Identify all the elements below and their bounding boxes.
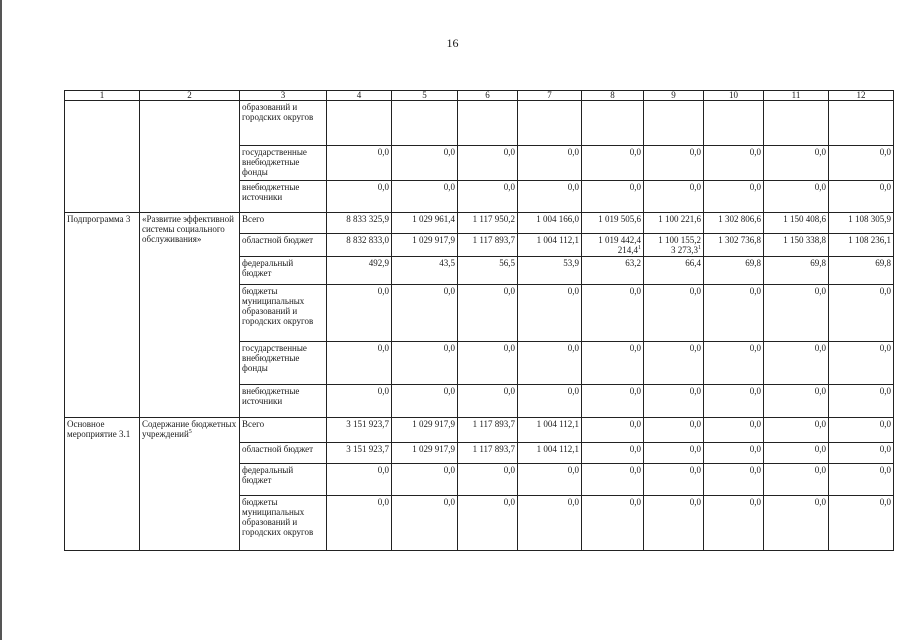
value-cell: 0,0 bbox=[644, 342, 704, 385]
value-cell: 8 832 833,0 bbox=[327, 234, 392, 257]
value-cell: 0,0 bbox=[458, 464, 518, 496]
column-number: 8 bbox=[582, 91, 644, 101]
value-cell: 0,0 bbox=[582, 443, 644, 464]
column-number: 10 bbox=[704, 91, 764, 101]
value-cell: 1 117 950,2 bbox=[458, 213, 518, 234]
footnote-mark: 1 bbox=[638, 245, 641, 251]
column-number-row bbox=[65, 91, 894, 101]
value-cell: 0,0 bbox=[582, 385, 644, 418]
value-cell: 0,0 bbox=[704, 443, 764, 464]
value-cell: 0,0 bbox=[582, 342, 644, 385]
value-cell: 0,0 bbox=[392, 146, 458, 181]
value-cell: 0,0 bbox=[392, 464, 458, 496]
value-footnote-line bbox=[584, 245, 641, 255]
funding-source: бюджеты муниципальных образований и городских округов bbox=[240, 285, 327, 342]
value-cell: 8 833 325,9 bbox=[327, 213, 392, 234]
value-cell-with-footnote bbox=[644, 234, 704, 257]
funding-source: внебюджетные источники bbox=[240, 385, 327, 418]
value-cell: 1 004 166,0 bbox=[518, 213, 582, 234]
value-footnote-line bbox=[646, 245, 701, 255]
scan-left-edge bbox=[0, 0, 2, 640]
value-cell: 0,0 bbox=[704, 464, 764, 496]
program-name-cell bbox=[140, 101, 240, 213]
funding-source: федеральный бюджет bbox=[240, 257, 327, 285]
value-cell: 0,0 bbox=[458, 146, 518, 181]
value-cell: 63,2 bbox=[582, 257, 644, 285]
value-cell: 0,0 bbox=[829, 342, 894, 385]
page-number: 16 bbox=[446, 36, 459, 50]
subprogram-label: Подпрограмма 3 bbox=[65, 213, 140, 418]
value-cell: 0,0 bbox=[518, 496, 582, 551]
value-cell bbox=[327, 101, 392, 146]
value-cell: 1 004 112,1 bbox=[518, 443, 582, 464]
funding-source: государственные внебюджетные фонды bbox=[240, 146, 327, 181]
value-cell: 0,0 bbox=[704, 342, 764, 385]
value-cell: 0,0 bbox=[829, 443, 894, 464]
value-cell: 0,0 bbox=[458, 285, 518, 342]
table-row bbox=[65, 418, 894, 443]
value-cell: 0,0 bbox=[704, 496, 764, 551]
funding-source: внебюджетные источники bbox=[240, 181, 327, 213]
value-cell: 69,8 bbox=[764, 257, 829, 285]
value-cell: 0,0 bbox=[458, 496, 518, 551]
value-cell: 0,0 bbox=[582, 285, 644, 342]
value-cell: 0,0 bbox=[518, 181, 582, 213]
value-cell: 0,0 bbox=[582, 464, 644, 496]
value-cell: 0,0 bbox=[644, 464, 704, 496]
funding-source: государственные внебюджетные фонды bbox=[240, 342, 327, 385]
value-cell: 0,0 bbox=[327, 464, 392, 496]
value-cell: 0,0 bbox=[327, 146, 392, 181]
value-cell: 0,0 bbox=[644, 496, 704, 551]
value-cell: 0,0 bbox=[644, 181, 704, 213]
value-cell: 0,0 bbox=[704, 418, 764, 443]
budget-table bbox=[64, 90, 894, 551]
subprogram-name: «Развитие эффективной системы социального обслуживания» bbox=[140, 213, 240, 418]
column-number: 11 bbox=[764, 91, 829, 101]
value-cell: 0,0 bbox=[764, 146, 829, 181]
value-cell-with-footnote bbox=[582, 234, 644, 257]
value-cell: 0,0 bbox=[392, 385, 458, 418]
value-cell: 0,0 bbox=[518, 342, 582, 385]
value-cell: 1 029 917,9 bbox=[392, 443, 458, 464]
value-cell: 0,0 bbox=[392, 181, 458, 213]
funding-source: областной бюджет bbox=[240, 234, 327, 257]
value-cell: 0,0 bbox=[704, 181, 764, 213]
column-number: 4 bbox=[327, 91, 392, 101]
value-cell: 1 019 505,6 bbox=[582, 213, 644, 234]
footnote-mark: 5 bbox=[188, 429, 192, 435]
value-cell: 0,0 bbox=[582, 146, 644, 181]
column-number: 2 bbox=[140, 91, 240, 101]
column-number: 7 bbox=[518, 91, 582, 101]
value-cell: 0,0 bbox=[518, 464, 582, 496]
value-cell: 0,0 bbox=[644, 146, 704, 181]
value-cell bbox=[644, 101, 704, 146]
value-main: 1 019 442,4 bbox=[598, 235, 641, 245]
value-cell: 0,0 bbox=[829, 181, 894, 213]
value-cell: 1 004 112,1 bbox=[518, 418, 582, 443]
value-cell: 0,0 bbox=[518, 385, 582, 418]
funding-source: образований и городских округов bbox=[240, 101, 327, 146]
footnote-mark: 1 bbox=[698, 245, 701, 251]
value-cell: 0,0 bbox=[764, 443, 829, 464]
value-cell: 0,0 bbox=[518, 146, 582, 181]
value-cell: 1 117 893,7 bbox=[458, 234, 518, 257]
value-cell: 56,5 bbox=[458, 257, 518, 285]
value-cell: 0,0 bbox=[327, 181, 392, 213]
value-cell: 0,0 bbox=[582, 496, 644, 551]
value-cell: 0,0 bbox=[458, 385, 518, 418]
value-cell: 0,0 bbox=[327, 496, 392, 551]
funding-source: бюджеты муниципальных образований и городских округов bbox=[240, 496, 327, 551]
value-cell: 0,0 bbox=[644, 385, 704, 418]
funding-source: Всего bbox=[240, 213, 327, 234]
table-row bbox=[65, 213, 894, 234]
value-cell: 43,5 bbox=[392, 257, 458, 285]
value-cell: 0,0 bbox=[704, 385, 764, 418]
table-row bbox=[65, 101, 894, 146]
value-main: 1 100 155,2 bbox=[658, 235, 701, 245]
program-label-cell bbox=[65, 101, 140, 213]
value-cell: 69,8 bbox=[829, 257, 894, 285]
value-cell: 1 117 893,7 bbox=[458, 418, 518, 443]
value-cell: 492,9 bbox=[327, 257, 392, 285]
value-cell: 0,0 bbox=[582, 181, 644, 213]
value-extra: 3 273,3 bbox=[671, 245, 698, 255]
value-cell: 1 100 221,6 bbox=[644, 213, 704, 234]
value-cell: 1 302 806,6 bbox=[704, 213, 764, 234]
value-cell: 0,0 bbox=[764, 418, 829, 443]
value-cell bbox=[582, 101, 644, 146]
value-cell: 1 029 961,4 bbox=[392, 213, 458, 234]
value-cell: 0,0 bbox=[644, 443, 704, 464]
value-cell bbox=[392, 101, 458, 146]
value-cell: 0,0 bbox=[829, 464, 894, 496]
main-event-name-cell bbox=[140, 418, 240, 551]
value-cell: 1 029 917,9 bbox=[392, 418, 458, 443]
value-cell: 0,0 bbox=[327, 385, 392, 418]
column-number: 5 bbox=[392, 91, 458, 101]
value-cell: 0,0 bbox=[764, 285, 829, 342]
value-cell bbox=[704, 101, 764, 146]
value-cell: 0,0 bbox=[829, 146, 894, 181]
value-cell: 0,0 bbox=[644, 285, 704, 342]
column-number: 1 bbox=[65, 91, 140, 101]
value-cell: 0,0 bbox=[764, 464, 829, 496]
funding-source: Всего bbox=[240, 418, 327, 443]
value-cell: 0,0 bbox=[392, 285, 458, 342]
value-cell bbox=[829, 101, 894, 146]
value-cell: 0,0 bbox=[582, 418, 644, 443]
value-cell: 3 151 923,7 bbox=[327, 418, 392, 443]
column-number: 3 bbox=[240, 91, 327, 101]
value-cell: 0,0 bbox=[764, 342, 829, 385]
funding-source: областной бюджет bbox=[240, 443, 327, 464]
value-cell: 0,0 bbox=[829, 496, 894, 551]
value-extra: 214,4 bbox=[617, 245, 638, 255]
value-cell: 1 302 736,8 bbox=[704, 234, 764, 257]
value-cell bbox=[764, 101, 829, 146]
value-cell: 1 117 893,7 bbox=[458, 443, 518, 464]
value-cell: 1 150 338,8 bbox=[764, 234, 829, 257]
column-number: 12 bbox=[829, 91, 894, 101]
value-cell: 0,0 bbox=[704, 285, 764, 342]
value-cell: 0,0 bbox=[764, 385, 829, 418]
value-cell: 1 108 305,9 bbox=[829, 213, 894, 234]
value-cell: 3 151 923,7 bbox=[327, 443, 392, 464]
value-cell: 0,0 bbox=[764, 181, 829, 213]
main-event-name: Содержание бюджетных учреждений bbox=[142, 419, 237, 439]
value-cell bbox=[458, 101, 518, 146]
value-cell: 0,0 bbox=[458, 181, 518, 213]
value-cell: 0,0 bbox=[392, 342, 458, 385]
value-cell: 0,0 bbox=[644, 418, 704, 443]
value-cell: 1 108 236,1 bbox=[829, 234, 894, 257]
value-cell: 1 029 917,9 bbox=[392, 234, 458, 257]
value-cell: 0,0 bbox=[764, 496, 829, 551]
value-cell: 69,8 bbox=[704, 257, 764, 285]
value-cell: 0,0 bbox=[392, 496, 458, 551]
value-cell: 0,0 bbox=[829, 285, 894, 342]
funding-source: федеральный бюджет bbox=[240, 464, 327, 496]
value-cell: 0,0 bbox=[518, 285, 582, 342]
value-cell: 66,4 bbox=[644, 257, 704, 285]
value-cell: 0,0 bbox=[327, 342, 392, 385]
value-cell: 0,0 bbox=[829, 385, 894, 418]
value-cell: 1 150 408,6 bbox=[764, 213, 829, 234]
main-event-label: Основное мероприятие 3.1 bbox=[65, 418, 140, 551]
value-cell: 0,0 bbox=[458, 342, 518, 385]
value-cell: 0,0 bbox=[829, 418, 894, 443]
value-cell bbox=[518, 101, 582, 146]
value-cell: 1 004 112,1 bbox=[518, 234, 582, 257]
column-number: 6 bbox=[458, 91, 518, 101]
value-cell: 0,0 bbox=[704, 146, 764, 181]
column-number: 9 bbox=[644, 91, 704, 101]
value-cell: 53,9 bbox=[518, 257, 582, 285]
value-cell: 0,0 bbox=[327, 285, 392, 342]
